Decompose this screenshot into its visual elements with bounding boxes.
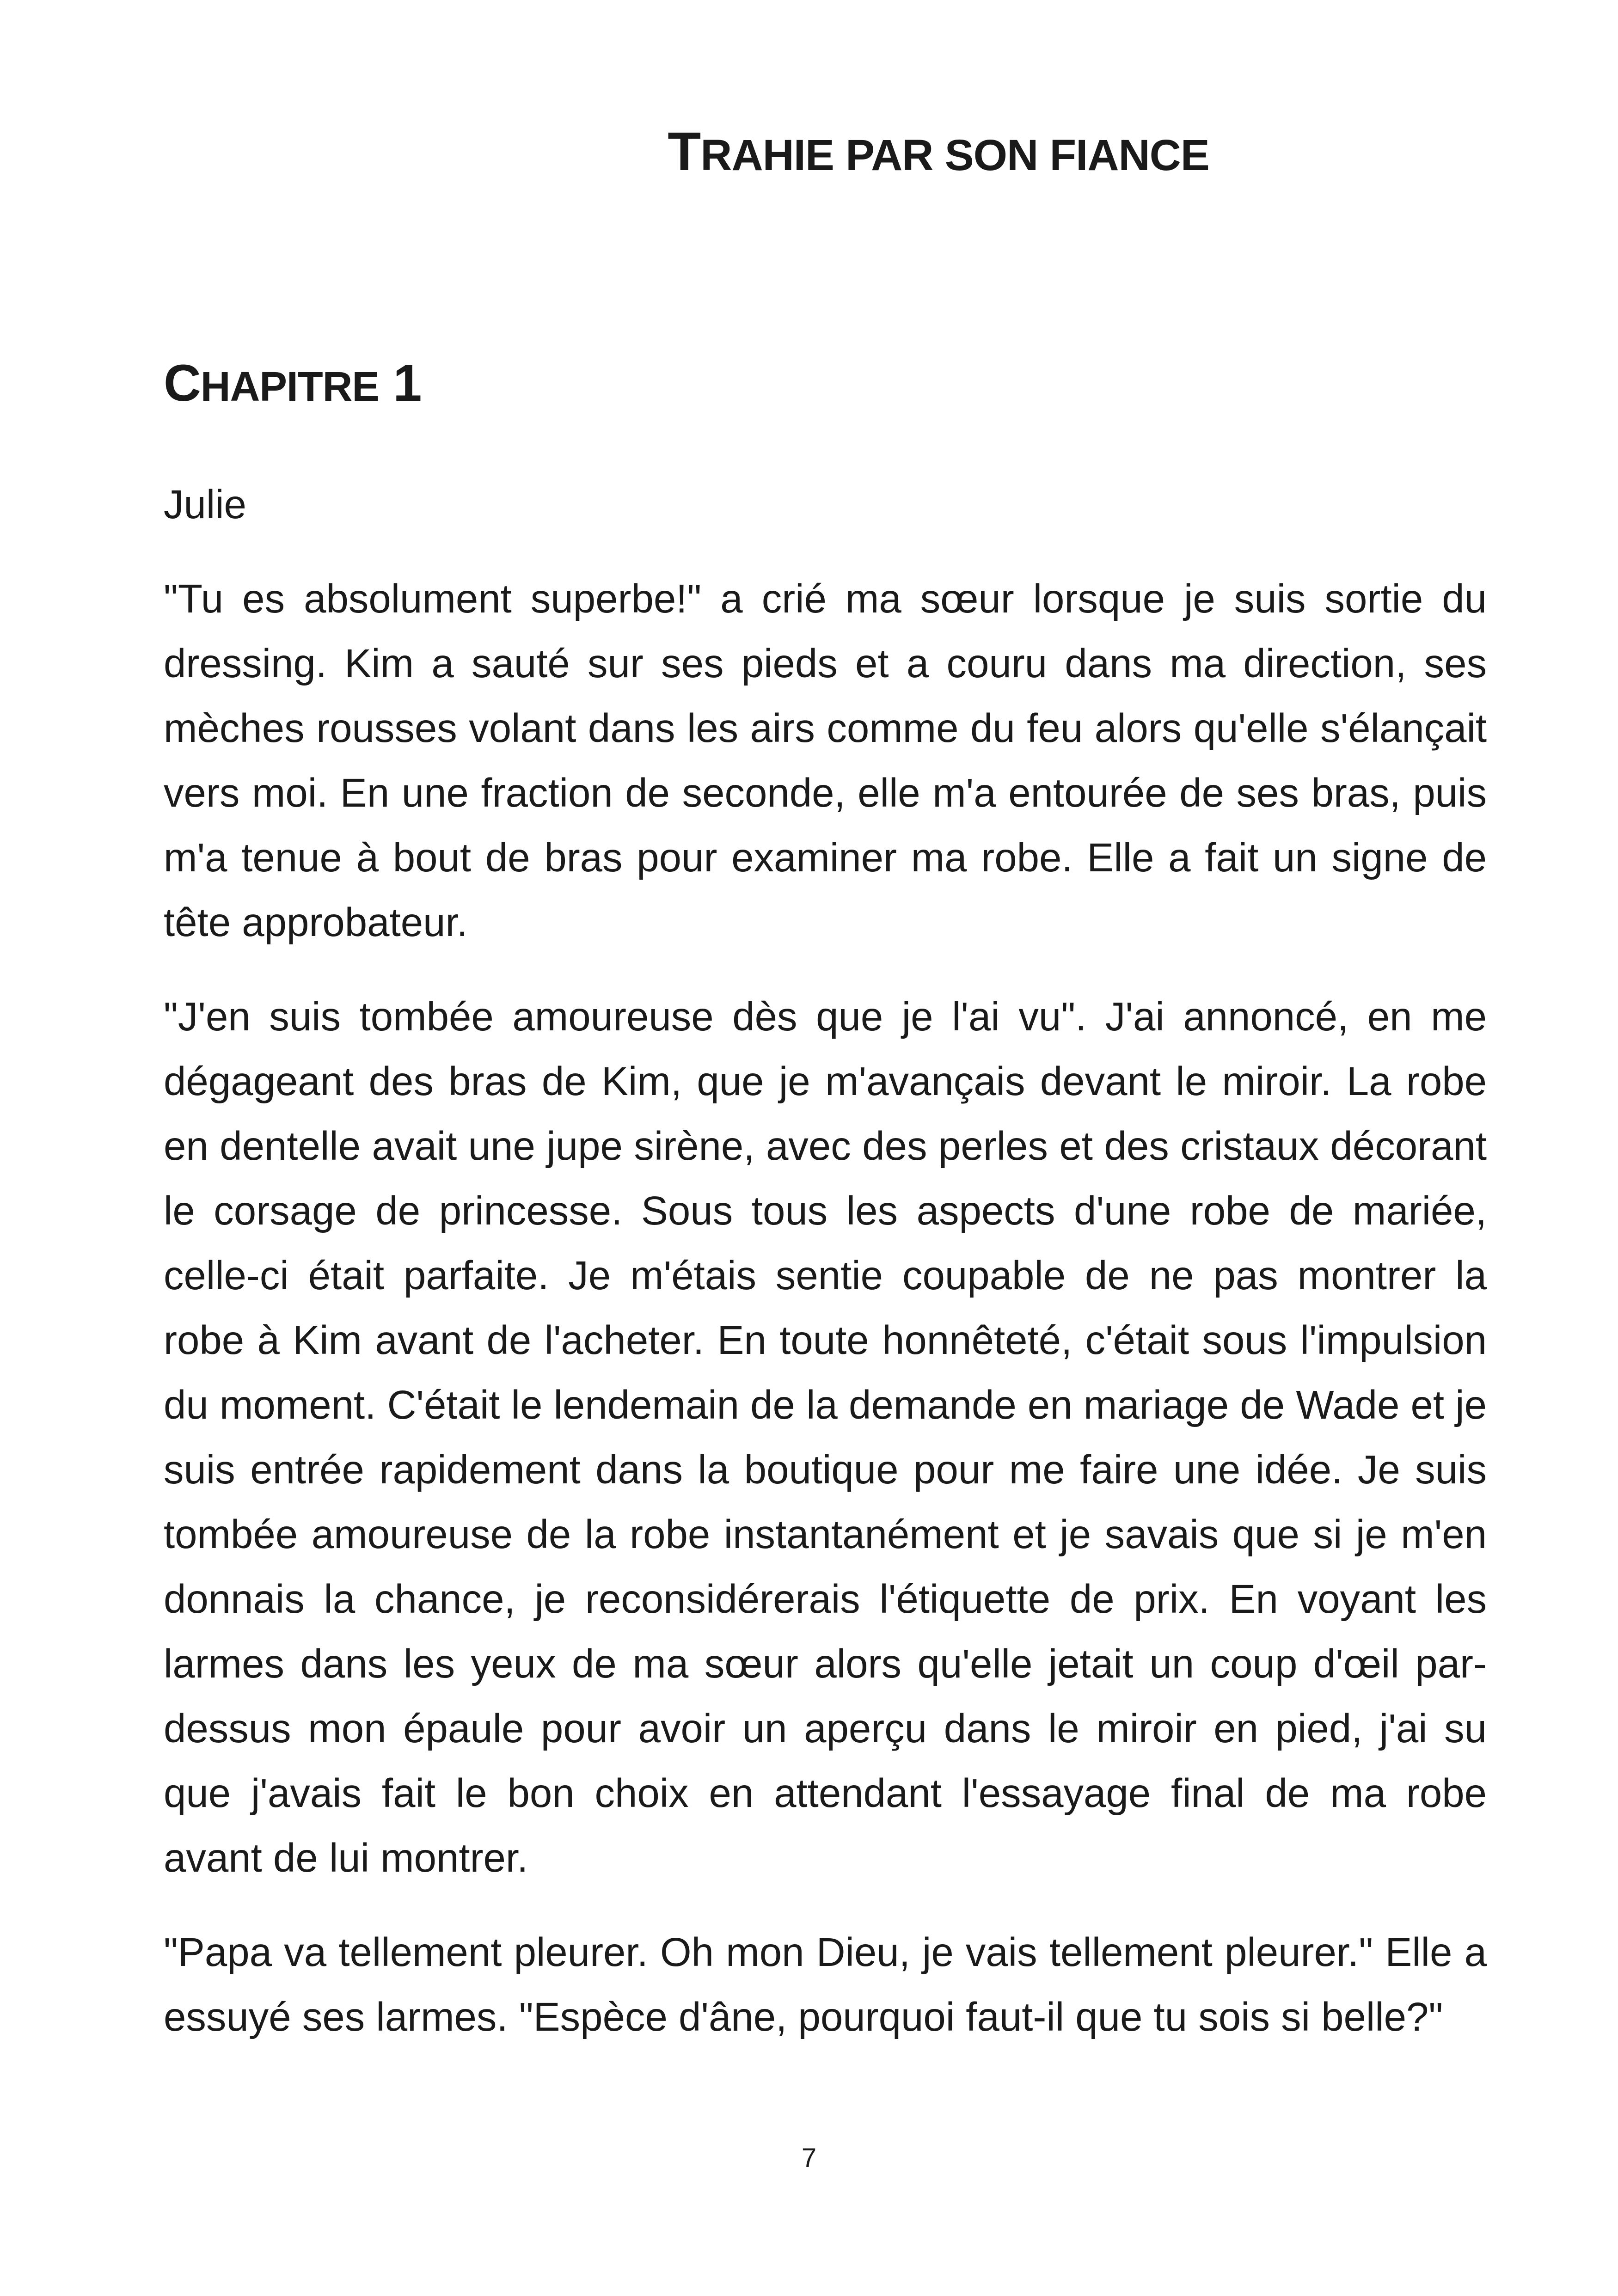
paragraph-1: "Tu es absolument superbe!" a crié ma sœur lorsque je suis sortie du dressing. Kim a sauté sur ses pieds et a couru dans ma direction, ses mèches rousses volant dans les airs comme du feu alors qu'elle s'élançait vers moi. En une fraction de seconde, elle m'a entourée de ses bras, puis m'a tenue à bout de bras pour examiner ma robe. Elle a fait un signe de tête approbateur. — [164, 576, 1487, 945]
chapter-title-initial: C — [164, 354, 201, 412]
book-title — [0, 119, 1618, 185]
book-title-rest: RAHIE PAR SON FIANCE — [700, 131, 1209, 180]
book-title-initial: T — [668, 121, 701, 182]
paragraph-2: "J'en suis tombée amoureuse dès que je l'ai vu". J'ai annoncé, en me dégageant des bras de Kim, que je m'avançais devant le miroir. La robe en dentelle avait une jupe sirène, avec des perles et des cristaux décorant le corsage de princesse. Sous tous les aspects d'une robe de mariée, celle-ci était parfaite. Je m'étais sentie coupable de ne pas montrer la robe à Kim avant de l'acheter. En toute honnêteté, c'était sous l'impulsion du moment. C'était le lendemain de la demande en mariage de Wade et je suis entrée rapidement dans la boutique pour me faire une idée. Je suis tombée amoureuse de la robe instantanément et je savais que si je m'en donnais la chance, je reconsidérerais l'étiquette de prix. En voyant les larmes dans les yeux de ma sœur alors qu'elle jetait un coup d'œil par-dessus mon épaule pour avoir un aperçu dans le miroir en pied, j'ai su que j'avais fait le bon choix en attendant l'essayage final de ma robe avant de lui montrer. — [164, 994, 1487, 1880]
chapter-title-rest: HAPITRE — [200, 363, 380, 410]
chapter-number: 1 — [393, 354, 422, 412]
page-number: 7 — [801, 2143, 817, 2173]
paragraph-3: "Papa va tellement pleurer. Oh mon Dieu, je vais tellement pleurer." Elle a essuyé ses larmes. "Espèce d'âne, pourquoi faut-il que tu sois si belle?" — [164, 1930, 1487, 2039]
chapter-body — [164, 472, 1487, 2079]
chapter-title — [164, 352, 422, 414]
narrator-name: Julie — [164, 482, 246, 527]
